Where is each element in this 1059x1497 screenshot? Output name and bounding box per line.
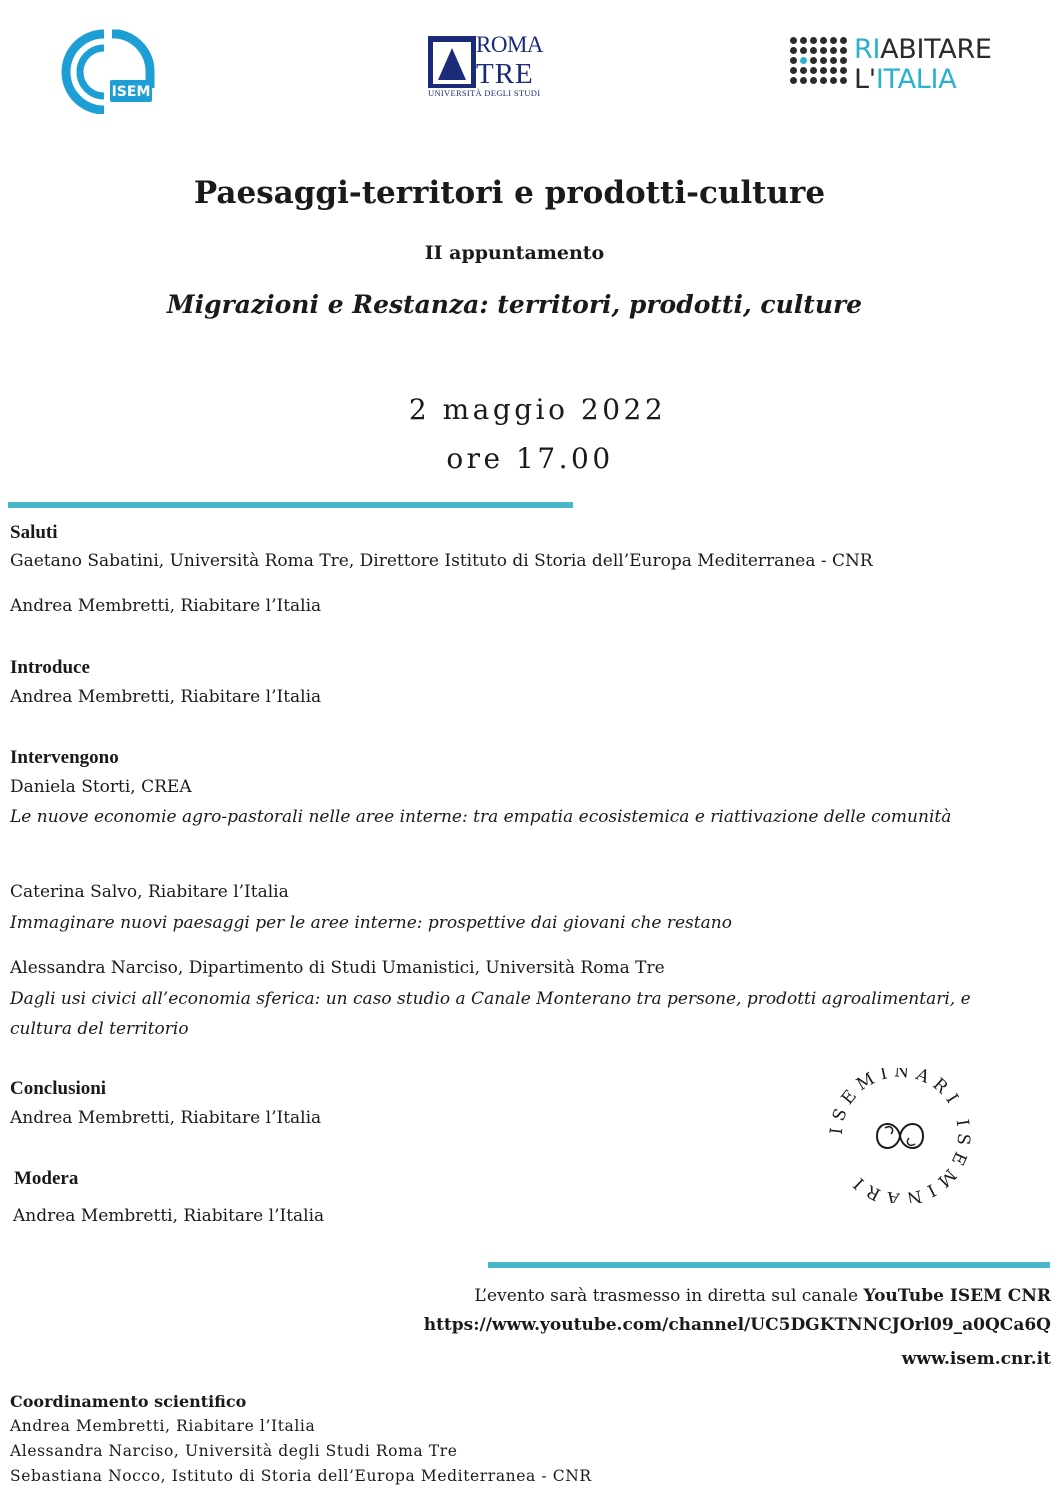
speaker-1: Daniela Storti, CREA — [10, 777, 192, 797]
modera-speaker: Andrea Membretti, Riabitare l’Italia — [13, 1206, 325, 1226]
event-title: Paesaggi-territori e prodotti-culture — [193, 175, 826, 211]
introduce-speaker: Andrea Membretti, Riabitare l’Italia — [10, 687, 322, 707]
modera-heading: Modera — [14, 1168, 79, 1189]
talk-1: Le nuove economie agro-pastorali nelle aree interne: tra empatia ecosistemica e riattivazione delle comunità — [10, 807, 952, 827]
isem-logo — [60, 28, 156, 114]
event-subtitle: II appuntamento — [424, 242, 605, 264]
roma-tre-emblem — [428, 36, 476, 88]
isem-logo-text: ISEM — [111, 84, 151, 100]
isem-logo-mark — [60, 28, 156, 114]
talk-3: Dagli usi civici all’economia sferica: un caso studio a Canale Monterano tra persone, prodotti agroalimentari, e cultura del territorio — [10, 989, 971, 1039]
roma-tre-bottom-text: TRE — [476, 58, 534, 90]
roma-tre-logo — [426, 32, 550, 100]
youtube-link[interactable]: https://www.youtube.com/channel/UC5DGKTNNCJOrl09_a0QCa6Q — [423, 1315, 1051, 1335]
coordination-member: Sebastiana Nocco, Istituto di Storia dell’Europa Mediterranea - CNR — [10, 1467, 592, 1485]
riabitare-line-1: RIABITARE — [854, 34, 992, 65]
divider-bottom — [488, 1262, 1050, 1268]
speaker-3: Alessandra Narciso, Dipartimento di Studi Umanistici, Università Roma Tre — [10, 958, 665, 978]
speaker-2: Caterina Salvo, Riabitare l’Italia — [10, 882, 289, 902]
roma-tre-top-text: ROMA — [476, 32, 544, 57]
saluti-heading: Saluti — [10, 522, 58, 543]
riabitare-italia-logo — [790, 34, 1020, 98]
divider-top — [8, 502, 573, 508]
introduce-heading: Introduce — [10, 657, 90, 678]
iseminari-stamp — [825, 1068, 975, 1203]
stream-info: L’evento sarà trasmesso in diretta sul canale YouTube ISEM CNR — [474, 1286, 1051, 1306]
riabitare-line-2: L'ITALIA — [854, 64, 957, 95]
infinity-icon — [877, 1124, 923, 1148]
stream-channel: YouTube ISEM CNR — [863, 1286, 1051, 1306]
event-time: ore 17.00 — [446, 442, 614, 475]
event-theme: Migrazioni e Restanza: territori, prodotti, culture — [166, 290, 863, 319]
coordination-member: Alessandra Narciso, Università degli Studi Roma Tre — [10, 1442, 458, 1460]
coordination-member: Andrea Membretti, Riabitare l’Italia — [10, 1417, 316, 1435]
conclusioni-speaker: Andrea Membretti, Riabitare l’Italia — [10, 1108, 322, 1128]
riabitare-dots-icon — [790, 37, 847, 84]
event-date: 2 maggio 2022 — [408, 393, 667, 426]
conclusioni-heading: Conclusioni — [10, 1078, 107, 1099]
saluti-speaker-2: Andrea Membretti, Riabitare l’Italia — [10, 596, 322, 616]
roma-tre-subtitle: UNIVERSITÀ DEGLI STUDI — [428, 88, 541, 98]
stamp-ring-text: ISEMINARI ISEMINARI — [826, 1068, 974, 1203]
talk-2: Immaginare nuovi paesaggi per le aree interne: prospettive dai giovani che restano — [10, 913, 732, 933]
coordination-heading: Coordinamento scientifico — [10, 1392, 247, 1411]
website-link[interactable]: www.isem.cnr.it — [901, 1349, 1051, 1369]
intervengono-heading: Intervengono — [10, 747, 119, 768]
saluti-speaker-1: Gaetano Sabatini, Università Roma Tre, Direttore Istituto di Storia dell’Europa Mediterranea - CNR — [10, 551, 873, 571]
